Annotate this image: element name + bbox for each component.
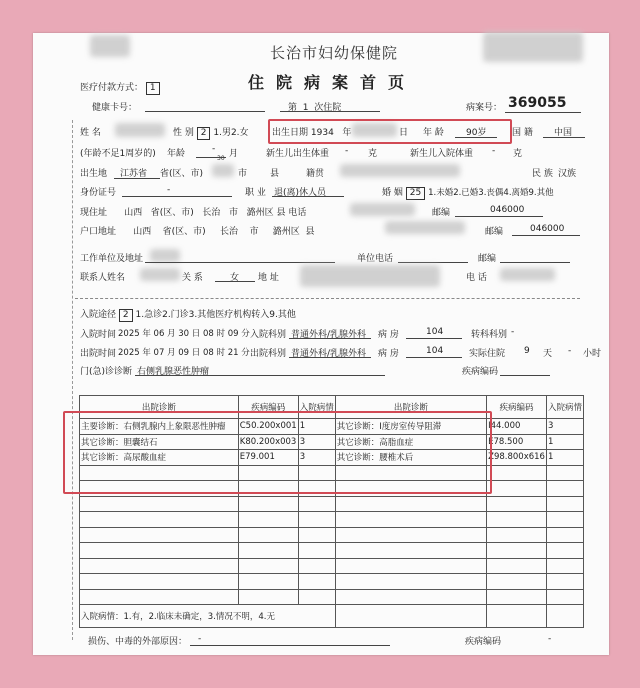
current-address: 现住址 山西 省(区、市) 长治 市 潞州区 县 电话 (80, 208, 307, 218)
hukou-postcode-label: 邮编 (485, 227, 504, 237)
payment-value: 1 (146, 82, 160, 95)
birth-field: 出生日期 1934 年 (272, 128, 352, 138)
diagnosis-highlight (63, 411, 492, 494)
discharge-dept-line (289, 357, 371, 358)
birthplace-label: 出生地 (80, 169, 108, 179)
transfer-label: 转科科别 (471, 330, 508, 340)
redacted-logo (90, 35, 130, 57)
current-postcode: 046000 (490, 205, 525, 215)
gram-unit-1: 克 (368, 149, 378, 159)
stay-days: 9 (524, 346, 530, 356)
work-label: 工作单位及地址 (80, 254, 144, 264)
occupation-label: 职 业 (245, 188, 266, 198)
nationality-value: 中国 (554, 128, 573, 138)
table-row (80, 512, 584, 528)
header-code-2: 疾病编码 (487, 396, 547, 419)
work-postcode-line (500, 262, 570, 263)
header-admit-status: 入院病情 (298, 396, 335, 419)
infant-month-sub: 30 (217, 155, 225, 162)
header-discharge-dx: 出院诊断 (80, 396, 239, 419)
admit-ward: 104 (426, 327, 444, 337)
contact-label: 联系人姓名 (80, 273, 126, 283)
age-label: 年 龄 (423, 128, 444, 138)
birth-city-label: 市 (238, 169, 248, 179)
discharge-ward-line (406, 357, 462, 358)
table-row: 其它诊断：胆囊结石 K80.200x003 3 其它诊断：高脂血症 E78.500 1 (80, 434, 584, 450)
newborn-admit-weight-label: 新生儿入院体重 (410, 149, 474, 159)
birth-province-label: 省(区、市) (160, 169, 204, 179)
hukou-address: 户口地址 山西 省(区、市) 长治 市 潞州区 县 (80, 227, 315, 237)
route-code: 2 (119, 309, 133, 322)
ethnicity-label: 民 族 (532, 169, 553, 179)
ethnicity-value: 汉族 (558, 169, 577, 179)
section-divider (75, 298, 580, 299)
id-label: 身份证号 (80, 188, 117, 198)
discharge-label: 出院时间 (80, 349, 117, 359)
payment-field (80, 80, 160, 95)
birth-day-char: 日 (399, 128, 409, 138)
month-unit: 月 (229, 149, 239, 159)
infant-month-value: - (212, 144, 216, 154)
table-row (80, 496, 584, 512)
discharge-time: 2025 年 07 月 09 日 08 时 21 分 (118, 348, 250, 358)
header-admit-status-2: 入院病情 (546, 396, 583, 419)
redacted-name (115, 123, 165, 137)
id-line (122, 196, 232, 197)
discharge-dept-label: 出院科别 (250, 349, 287, 359)
injury-line (190, 645, 390, 646)
outpatient-line (135, 375, 385, 376)
redacted-birth-city (212, 164, 234, 177)
admit-ward-line (406, 338, 462, 339)
work-phone-label: 单位电话 (357, 254, 394, 264)
infant-age-text: 年龄 (167, 149, 186, 159)
health-card-label: 健康卡号： (92, 103, 138, 113)
nationality-label: 国 籍 (512, 128, 533, 138)
id-value: - (167, 185, 171, 195)
table-row (80, 527, 584, 543)
marriage-code: 25 (406, 187, 425, 200)
birthplace-line (114, 178, 160, 179)
stay-hours: - (568, 346, 572, 356)
day-unit: 天 (543, 349, 553, 359)
newborn-weight-value: - (345, 146, 349, 156)
outpatient-code-line (500, 375, 550, 376)
redacted-contact (140, 268, 180, 281)
infant-line (196, 157, 226, 158)
relation-value: 女 (230, 273, 240, 283)
gender-code: 2 (197, 127, 211, 140)
birth-age-highlight (268, 119, 512, 144)
discharge-ward-label: 病 房 (378, 349, 399, 359)
contact-addr-label: 地 址 (258, 273, 279, 283)
redacted-current-phone (350, 203, 415, 216)
transfer-value: - (511, 327, 515, 337)
nationality-line (543, 137, 585, 138)
stay-label: 实际住院 (469, 349, 506, 359)
injury-value: - (198, 634, 202, 644)
redacted-work (150, 249, 180, 262)
hukou-postcode: 046000 (530, 224, 565, 234)
occupation-value: 退(离)休人员 (274, 188, 327, 198)
current-postcode-line (455, 216, 543, 217)
form-title: 住院病案首页 (248, 73, 417, 92)
health-card-line (145, 111, 265, 112)
gram-unit-2: 克 (513, 149, 523, 159)
admit-dept-line (289, 338, 371, 339)
discharge-ward: 104 (426, 346, 444, 356)
outpatient-code-label: 疾病编码 (462, 367, 499, 377)
record-no-value: 369055 (508, 95, 567, 111)
native-label: 籍贯 (306, 169, 325, 179)
table-row (80, 574, 584, 590)
redacted-contact-addr (300, 265, 440, 287)
newborn-admit-weight-value: - (492, 146, 496, 156)
table-row: 主要诊断：右侧乳腺内上象限恶性肿瘤 C50.200x001 1 其它诊断：I度房室传导阻滞 I44.000 3 (80, 419, 584, 435)
record-no-label: 病案号： (466, 103, 503, 113)
relation-line (215, 281, 255, 282)
occupation-line (272, 196, 344, 197)
table-row (80, 558, 584, 574)
footer-code-value: - (548, 634, 552, 644)
table-row: 其它诊断：高尿酸血症 E79.001 3 其它诊断：腰椎术后 Z98.800x616 1 (80, 450, 584, 466)
outpatient-dx: 右侧乳腺恶性肿瘤 (137, 367, 210, 377)
admit-label: 入院时间 (80, 330, 117, 340)
work-postcode-label: 邮编 (478, 254, 497, 264)
relation-label: 关 系 (182, 273, 203, 283)
admit-time: 2025 年 06 月 30 日 08 时 09 分 (118, 329, 250, 339)
admit-dept: 普通外科/乳腺外科 (291, 330, 367, 340)
visit-count: 第 1 次住院 (288, 103, 342, 113)
header-code: 疾病编码 (238, 396, 298, 419)
discharge-dept: 普通外科/乳腺外科 (291, 349, 367, 359)
contact-phone-label: 电 话 (466, 273, 487, 283)
work-phone-line (398, 262, 468, 263)
gender-field: 性 别 2 1.男2.女 (173, 128, 249, 138)
admit-status-legend: 入院病情：1.有，2.临床未确定，3.情况不明，4.无 (80, 605, 336, 628)
footer-code-label: 疾病编码 (465, 637, 502, 647)
name-label: 姓 名 (80, 128, 101, 138)
margin-guide (72, 120, 73, 640)
infant-age-label: (年龄不足1周岁的) (80, 149, 156, 159)
admit-dept-label: 入院科别 (250, 330, 287, 340)
newborn-weight-label: 新生儿出生体重 (266, 149, 330, 159)
age-value: 90岁 (466, 128, 487, 138)
visit-line (280, 111, 380, 112)
hospital-name: 长治市妇幼保健院 (270, 44, 399, 62)
marriage-field: 婚 姻 25 1.未婚2.已婚3.丧偶4.离婚9.其他 (382, 188, 554, 198)
table-row (80, 589, 584, 605)
birth-province: 江苏省 (120, 169, 148, 179)
redacted-hukou-detail (385, 221, 465, 234)
current-postcode-label: 邮编 (432, 208, 451, 218)
payment-label: 医疗付款方式： (80, 83, 144, 93)
work-line (145, 262, 335, 263)
route-field: 入院途径 2 1.急诊2.门诊3.其他医疗机构转入9.其他 (80, 310, 296, 320)
record-no-line (505, 112, 581, 113)
admit-ward-label: 病 房 (378, 330, 399, 340)
header-discharge-dx-2: 出院诊断 (335, 396, 486, 419)
legend-row (80, 605, 584, 628)
hukou-postcode-line (512, 235, 580, 236)
outpatient-label: 门(急)诊诊断 (80, 367, 133, 377)
redacted-contact-phone (500, 268, 555, 281)
hour-unit: 小时 (583, 349, 602, 359)
birth-county-label: 县 (270, 169, 280, 179)
redacted-native (340, 164, 460, 177)
redacted-barcode (483, 32, 583, 62)
injury-label: 损伤、中毒的外部原因： (88, 637, 188, 647)
table-row (80, 543, 584, 559)
